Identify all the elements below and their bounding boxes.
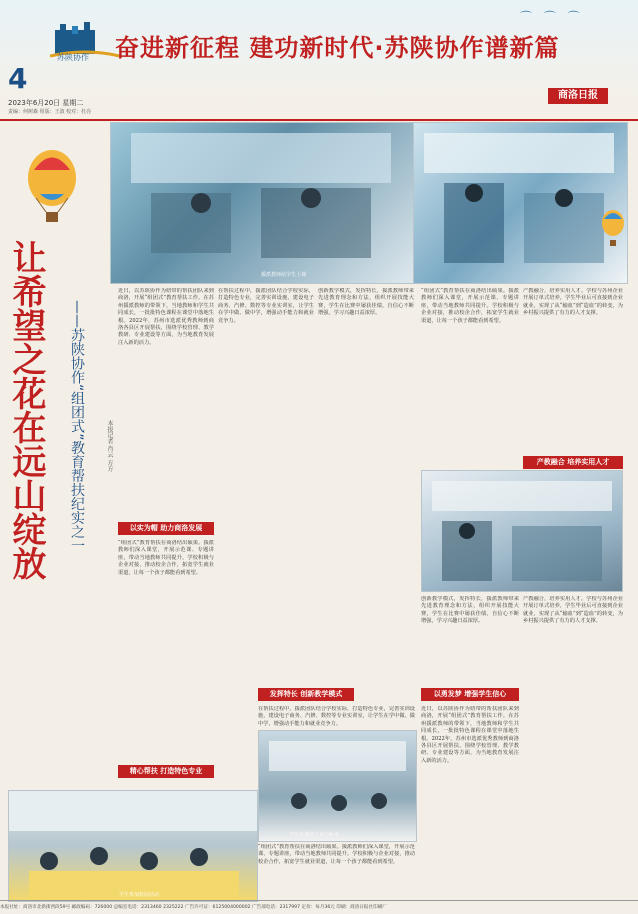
small-balloon-icon (600, 210, 626, 250)
issue-date: 2023年6月20日 星期二 (8, 99, 84, 107)
header-divider (0, 119, 638, 121)
classroom-photo (110, 122, 414, 284)
article-column-i: 近日，以苏陕协作为纽带的帮扶团队来到商洛，开展“组团式”教育帮扶工作。在苏州援派教师的带领下，当地教师和学生共同成长，一批批特色课程在课堂中落地生根。2022年，苏州市选派优秀教师到商洛各县区开展帮扶，围绕学校管理、教学教研、专业建设等方面，为当地教育发展注入新的活力。 (421, 706, 519, 764)
article-column-f: 在帮扶过程中，援派团队结合学校实际，打造特色专业，完善实训设施，建设电子商务、汽修、数控等专业实训室，让学生在学中做、做中学，增强动手能力和就业竞争力。 (258, 706, 415, 726)
bird-decoration-icon: ⌒ ⌒ ⌒ (520, 10, 584, 24)
article-column-c: 创新教学模式，发挥特长，援派教师带来先进教育理念和方法，组织开展技能大赛，学生在比赛中屡获佳绩，自信心不断增强，学习兴趣日益浓厚。 (318, 288, 414, 317)
article-title: 让希望之花在远山绽放 (6, 240, 46, 580)
lecture-photo (258, 730, 417, 842)
section-heading: 产教融合 培养实用人才 (523, 456, 623, 469)
editors-line: 责编：何树森 组版：王波 校对：杜亮 (8, 109, 92, 115)
article-column-j: “组团式”教育帮扶在商洛结出硕果。援派教师们深入课堂，开展示范课、专题讲座，带动当地教师共同提升。学校积极与企业对接，推动校企合作，拓宽学生就业渠道，让每一个孩子都能看到希望。 (258, 844, 415, 865)
article-column-b: 在帮扶过程中，援派团队结合学校实际，打造特色专业，完善实训设施，建设电子商务、汽修、数控等专业实训室，让学生在学中做、做中学，增强动手能力和就业竞争力。 (218, 288, 314, 324)
page-number: 4 (8, 62, 28, 95)
article-column-g: 创新教学模式，发挥特长，援派教师带来先进教育理念和方法，组织开展技能大赛，学生在比赛中屡获佳绩，自信心不断增强，学习兴趣日益浓厚。 (421, 596, 519, 625)
article-subtitle: ——苏陕协作“组团式”教育帮扶纪实之一 (69, 300, 85, 553)
photo-caption: 学生参加校园活动 (119, 892, 160, 898)
hot-air-balloon-icon (24, 150, 80, 230)
page-footer: 本报社址：商洛市北新街西段59号 邮政编码：726000 总编室电话：2313460 2325222 广告许可证：6125004000002 广告部电话：2317997 定价：每月36元 印刷：商洛日报社印刷厂 (0, 900, 638, 914)
article-column-d: “组团式”教育帮扶在商洛结出硕果。援派教师们深入课堂，开展示范课、专题讲座，带动当地教师共同提升。学校积极与企业对接，推动校企合作，拓宽学生就业渠道，让每一个孩子都能看到希望。 (421, 288, 519, 324)
article-column-a2: “组团式”教育帮扶在商洛结出硕果。援派教师们深入课堂，开展示范课、专题讲座，带动当地教师共同提升。学校积极与企业对接，推动校企合作，拓宽学生就业渠道，让每一个孩子都能看到希望。 (118, 540, 214, 576)
page-headline: 奋进新征程 建功新时代·苏陕协作谱新篇 (115, 34, 560, 62)
section-heading: 精心帮扶 打造特色专业 (118, 765, 214, 778)
article-column-e: 产教融合，培养实用人才。学校与苏州企业开展订单式培养，学生毕业后可直接到企业就业，实现了从“输血”到“造血”的转变，为乡村振兴提供了有力的人才支撑。 (523, 288, 623, 317)
article-byline: 本报记者 肖云 方方 (106, 420, 113, 472)
campus-activity-photo (8, 790, 258, 902)
logo-label: 苏陕协作 (57, 53, 89, 62)
newspaper-brand: 商洛日报 (548, 88, 608, 104)
section-heading: 发挥特长 创新教学模式 (258, 688, 354, 701)
article-column-h: 产教融合，培养实用人才。学校与苏州企业开展订单式培养，学生毕业后可直接到企业就业，实现了从“输血”到“造血”的转变，为乡村振兴提供了有力的人才支撑。 (523, 596, 623, 625)
photo-caption: 学生在课堂上专心听讲 (289, 832, 340, 838)
lab-photo (421, 470, 623, 592)
article-column-a: 近日，以苏陕协作为纽带的帮扶团队来到商洛，开展“组团式”教育帮扶工作。在苏州援派教师的带领下，当地教师和学生共同成长，一批批特色课程在课堂中落地生根。2022年，苏州市选派优秀教师到商洛各县区开展帮扶，围绕学校管理、教学教研、专业建设等方面，为当地教育发展注入新的活力。 (118, 288, 214, 346)
photo-caption: 援派教师给学生上课 (261, 272, 307, 278)
section-heading: 以实为帽 助力商洛发展 (118, 522, 214, 535)
section-heading: 以勇发梦 增强学生信心 (421, 688, 519, 701)
workshop-photo (413, 122, 628, 284)
